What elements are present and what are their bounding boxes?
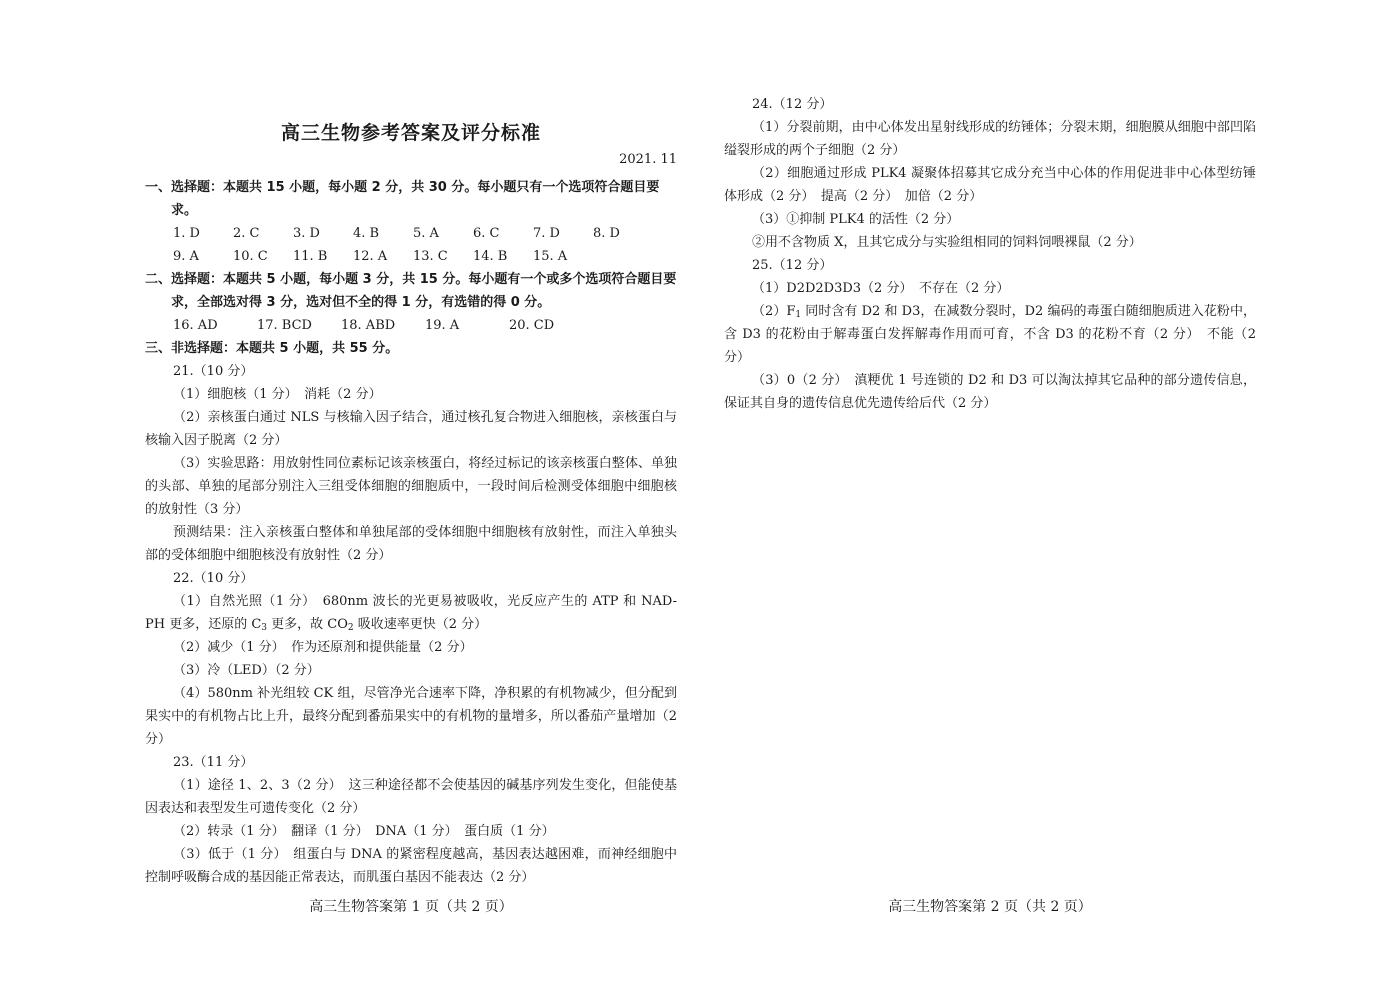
q25-part-2-text-b: 同时含有 D2 和 D3，在减数分裂时，D2 编码的毒蛋白随细胞质进入花粉中，含 D3 的花粉由于解毒蛋白发挥解毒作用而可育，不含 D3 的花粉不育（2 分） 不能（2 分） (724, 304, 1256, 365)
q24-part-2: （2）细胞通过形成 PLK4 凝聚体招募其它成分充当中心体的作用促进非中心体型纺锤体形成（2 分） 提高（2 分） 加倍（2 分） (724, 166, 1256, 204)
answer-10: 10. C (233, 249, 268, 264)
answer-16: 16. AD (173, 318, 218, 333)
q21-part-3: （3）实验思路：用放射性同位素标记该亲核蛋白，将经过标记的该亲核蛋白整体、单独的头部、单独的尾部分别注入三组受体细胞的细胞质中，一段时间后检测受体细胞中细胞核的放射性（3 分） (145, 456, 677, 517)
answer-8: 8. D (593, 226, 620, 241)
q22-part-1-text-a: （1）自然光照（1 分） 680nm 波长的光更易被吸收，光反应产生的 ATP 和 NAD-PH 更多，还原的 C (145, 594, 677, 632)
section-3-heading: 三、非选择题：本题共 5 小题，共 55 分。 (145, 341, 399, 356)
q22-subscript-2: 2 (347, 623, 354, 633)
answer-11: 11. B (293, 249, 328, 264)
q25-subscript-1: 1 (795, 310, 802, 320)
q24-part-4: ②用不含物质 X，且其它成分与实验组相同的饲料饲喂裸鼠（2 分） (752, 235, 1142, 250)
answer-4: 4. B (353, 226, 380, 241)
q22-subscript-3: 3 (261, 623, 268, 633)
q25-part-3: （3）0（2 分） 滇粳优 1 号连锁的 D2 和 D3 可以淘汰掉其它品种的部分遗传信息，保证其自身的遗传信息优先遗传给后代（2 分） (724, 373, 1256, 411)
q25-part-2 (724, 300, 1256, 369)
section-2-heading: 二、选择题：本题共 5 小题，每小题 3 分，共 15 分。每小题有一个或多个选项符合题目要求，全部选对得 3 分，选对但不全的得 1 分，有选错的得 0 分。 (145, 272, 677, 310)
q23-part-2: （2）转录（1 分） 翻译（1 分） DNA（1 分） 蛋白质（1 分） (173, 824, 555, 839)
q22-part-2: （2）减少（1 分） 作为还原剂和提供能量（2 分） (173, 640, 473, 655)
answer-7: 7. D (533, 226, 560, 241)
answer-14: 14. B (473, 249, 508, 264)
answer-17: 17. BCD (257, 318, 312, 333)
q22-part-1 (145, 590, 677, 636)
q22-part-4: （4）580nm 补光组较 CK 组，尽管净光合速率下降，净积累的有机物减少，但分配到果实中的有机物占比上升，最终分配到番茄果实中的有机物的量增多，所以番茄产量增加（2 分） (145, 686, 677, 747)
answer-18: 18. ABD (341, 318, 396, 333)
section-1-heading: 一、选择题：本题共 15 小题，每小题 2 分，共 30 分。每小题只有一个选项符合题目要求。 (145, 180, 660, 218)
q23-heading: 23.（11 分） (173, 755, 254, 770)
mc-answers-row-3 (145, 314, 677, 337)
q25-heading: 25.（12 分） (752, 258, 833, 273)
answer-6: 6. C (473, 226, 500, 241)
q21-part-2: （2）亲核蛋白通过 NLS 与核输入因子结合，通过核孔复合物进入细胞核，亲核蛋白与核输入因子脱离（2 分） (145, 410, 677, 448)
q22-part-1-text-b: 更多，故 CO (267, 617, 348, 632)
answer-1: 1. D (173, 226, 200, 241)
mc-answers-row-2 (145, 245, 677, 268)
q24-heading: 24.（12 分） (752, 97, 833, 112)
answer-2: 2. C (233, 226, 260, 241)
q25-part-2-text-a: （2）F (752, 304, 796, 319)
q22-part-1-text-c: 吸收速率更快（2 分） (353, 617, 488, 632)
q21-part-1: （1）细胞核（1 分） 消耗（2 分） (173, 387, 382, 402)
q25-part-1: （1）D2D2D3D3（2 分） 不存在（2 分） (752, 281, 1010, 296)
mc-answers-row-1 (145, 222, 677, 245)
answer-12: 12. A (353, 249, 388, 264)
answer-9: 9. A (173, 249, 199, 264)
answer-5: 5. A (413, 226, 439, 241)
answer-19: 19. A (425, 318, 460, 333)
q22-heading: 22.（10 分） (173, 571, 254, 586)
page-1-body (145, 176, 677, 889)
q24-part-3: （3）①抑制 PLK4 的活性（2 分） (752, 212, 960, 227)
q22-part-3: （3）冷（LED）（2 分） (173, 663, 320, 678)
answer-13: 13. C (413, 249, 448, 264)
document-date: 2021. 11 (619, 152, 677, 167)
q24-part-1: （1）分裂前期，由中心体发出星射线形成的纺锤体；分裂末期，细胞膜从细胞中部凹陷缢裂形成的两个子细胞（2 分） (724, 120, 1256, 158)
page-2-body (724, 93, 1256, 415)
page-1-footer: 高三生物答案第 1 页（共 2 页） (309, 899, 513, 915)
answer-3: 3. D (293, 226, 320, 241)
q23-part-3: （3）低于（1 分） 组蛋白与 DNA 的紧密程度越高，基因表达越困难，而神经细胞中控制呼吸酶合成的基因能正常表达，而肌蛋白基因不能表达（2 分） (145, 847, 677, 885)
q23-part-1: （1）途径 1、2、3（2 分） 这三种途径都不会使基因的碱基序列发生变化，但能使基因表达和表型发生可遗传变化（2 分） (145, 778, 677, 816)
document-title: 高三生物参考答案及评分标准 (280, 122, 541, 144)
q21-prediction: 预测结果：注入亲核蛋白整体和单独尾部的受体细胞中细胞核有放射性，而注入单独头部的受体细胞中细胞核没有放射性（2 分） (145, 525, 677, 563)
answer-20: 20. CD (509, 318, 555, 333)
q21-heading: 21.（10 分） (173, 364, 254, 379)
answer-15: 15. A (533, 249, 568, 264)
page-2-footer: 高三生物答案第 2 页（共 2 页） (888, 899, 1092, 915)
